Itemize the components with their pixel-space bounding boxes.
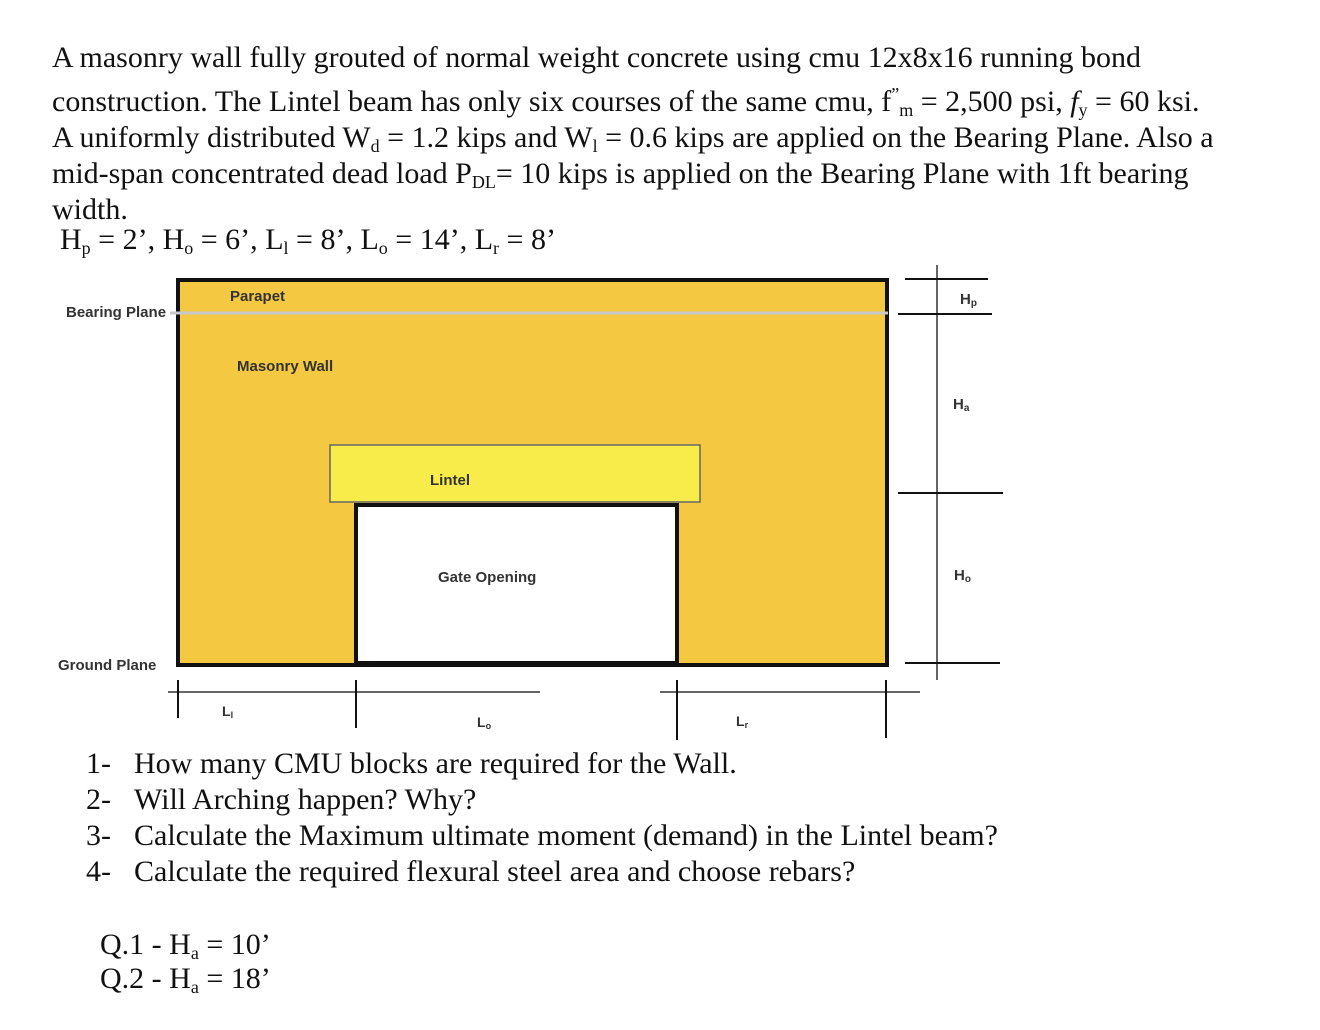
problem-line-5: width. bbox=[52, 193, 128, 226]
parapet-label: Parapet bbox=[230, 288, 286, 305]
question-item: 4- Calculate the required flexural steel area and choose rebars? bbox=[86, 855, 856, 888]
param-lo: $L_o = 14$’, bbox=[360, 223, 475, 258]
problem-line-3: A uniformly distributed $W_d = 1.2$ kips and $W_l = 0.6$ kips are applied on the Bearing Plane. Also a bbox=[52, 121, 1214, 156]
problem-line-4: mid-span concentrated dead load $P_{DL}= 10$ kips is applied on the Bearing Plane with 1ft bearing bbox=[52, 157, 1189, 192]
question-item: 2- Will Arching happen? Why? bbox=[86, 783, 477, 816]
ll-dim-label: Ll bbox=[222, 703, 234, 720]
param-lr: $L_r = 8$’ bbox=[474, 223, 556, 258]
gate-opening-label: Gate Opening bbox=[438, 569, 537, 586]
masonry-wall-label: Masonry Wall bbox=[237, 358, 334, 375]
lr-dim-label: Lr bbox=[736, 713, 749, 730]
lintel-beam bbox=[330, 445, 700, 502]
problem-line-1: A masonry wall fully grouted of normal weight concrete using cmu 12x8x16 running bond bbox=[52, 41, 1141, 74]
case-item-q2: $Q.2 - H_a = 18$’ bbox=[100, 962, 271, 997]
lo-dim-label: Lo bbox=[477, 714, 492, 731]
param-ho: $H_o = 6$’, bbox=[162, 223, 266, 258]
lintel-label: Lintel bbox=[430, 472, 470, 489]
ha-dim-label: Ha bbox=[953, 396, 970, 414]
param-hp: $H_p = 2$’, bbox=[60, 223, 163, 258]
ground-plane-label: Ground Plane bbox=[58, 657, 157, 674]
ho-dim-label: Ho bbox=[954, 567, 971, 585]
case-item-q1: $Q.1 - H_a = 10$’ bbox=[100, 928, 271, 963]
param-ll: $L_l = 8$’, bbox=[265, 223, 361, 258]
question-list bbox=[86, 746, 998, 890]
hp-dim-label: Hp bbox=[960, 291, 977, 309]
question-item: 1- How many CMU blocks are required for the Wall. bbox=[86, 747, 737, 780]
case-list bbox=[100, 928, 271, 996]
question-item: 3- Calculate the Maximum ultimate moment (demand) in the Lintel beam? bbox=[86, 819, 998, 852]
bearing-plane-label: Bearing Plane bbox=[66, 304, 167, 321]
problem-line-2: construction. The Lintel beam has only six courses of the same cmu, $f^”_m = 2,500$ psi, $f_y = 60$ ksi. bbox=[52, 84, 1200, 120]
